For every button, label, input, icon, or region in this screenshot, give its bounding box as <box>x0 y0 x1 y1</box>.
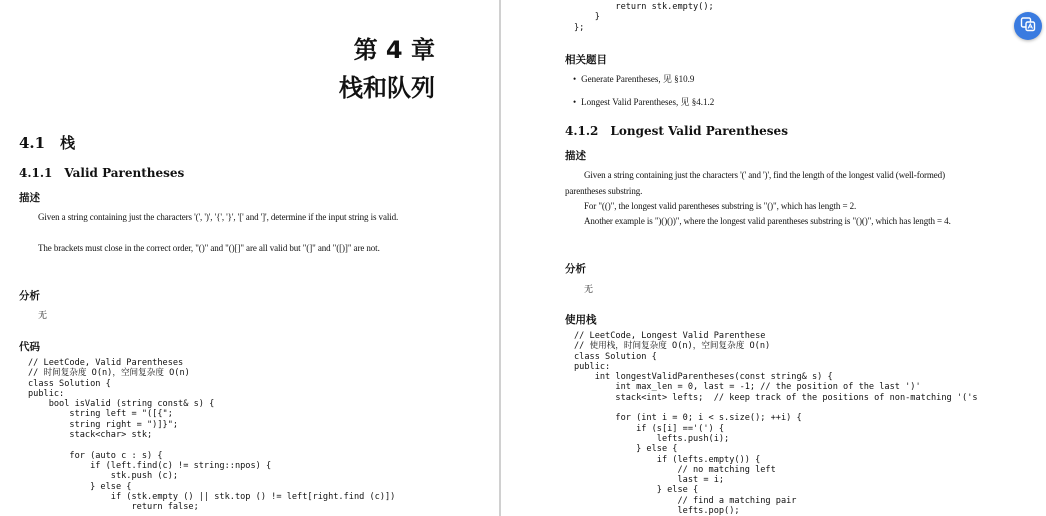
description-paragraph-2: The brackets must close in the correct order, "()" and "()[]" are all valid but "(]" and "([)]" are not. <box>38 243 380 253</box>
description-paragraph-1: Given a string containing just the characters '(', ')', '{', '}', '[' and ']', determine if the input string is valid. <box>38 212 399 222</box>
description-paragraph-2: For "(()", the longest valid parentheses substring is "()", which has length = 2. <box>584 201 857 211</box>
related-heading: 相关题目 <box>565 54 607 66</box>
description-heading: 描述 <box>565 150 586 162</box>
code-heading: 代码 <box>19 341 40 353</box>
stack-heading: 使用栈 <box>565 314 597 326</box>
subsection-heading: 4.1.2 Longest Valid Parentheses <box>565 124 788 138</box>
subsection-heading: 4.1.1 Valid Parentheses <box>19 166 185 180</box>
analysis-heading: 分析 <box>19 290 40 302</box>
description-paragraph-3: Another example is ")()())", where the longest valid parentheses substring is "()()", which has length = 4. <box>584 216 951 226</box>
translate-icon <box>1020 16 1036 36</box>
analysis-text: 无 <box>38 310 47 320</box>
analysis-text: 无 <box>584 284 593 294</box>
code-block: // LeetCode, Valid Parentheses // 时间复杂度 O(n)，空间复杂度 O(n) class Solution { public: bool isValid (string const& s) { string left = "([{"; string right = ")]}"; stack<char> stk; for (auto c : s) { if (left.find(c) != string::npos) { stk.push (c); } else { if (stk.empty () || stk.top () != left[right.find (c)]) return false; <box>28 358 396 513</box>
description-paragraph-1: Given a string containing just the characters '(' and ')', find the length of the longest valid (well-formed) parentheses substring. <box>565 170 945 196</box>
related-item: • Longest Valid Parentheses, 见 §4.1.2 <box>573 97 715 107</box>
code-block: // LeetCode, Longest Valid Parenthese // 使用栈，时间复杂度 O(n)，空间复杂度 O(n) class Solution { public: int longestValidParentheses(const string& s) { int max_len = 0, last = -1; // the position of the last ')' stack<int> lefts; // keep track of the positions of non-matching '('s for (int i = 0; i < s.size(); ++i) { if (s[i] =='(') { lefts.push(i); } else { if (lefts.empty()) { // no matching left last = i; } else { // find a matching pair lefts.pop(); <box>574 331 978 516</box>
related-list <box>565 68 714 114</box>
section-heading: 4.1 栈 <box>19 134 76 152</box>
left-page <box>0 0 499 516</box>
chapter-number: 第 4 章 <box>353 36 435 64</box>
description-heading: 描述 <box>19 192 40 204</box>
floating-translate-button[interactable] <box>1014 12 1042 40</box>
chapter-title: 栈和队列 <box>339 74 435 102</box>
right-page <box>501 0 1046 516</box>
analysis-heading: 分析 <box>565 263 586 275</box>
code-block-top: return stk.empty(); } }; <box>574 2 714 33</box>
related-item: • Generate Parentheses, 见 §10.9 <box>573 74 695 84</box>
